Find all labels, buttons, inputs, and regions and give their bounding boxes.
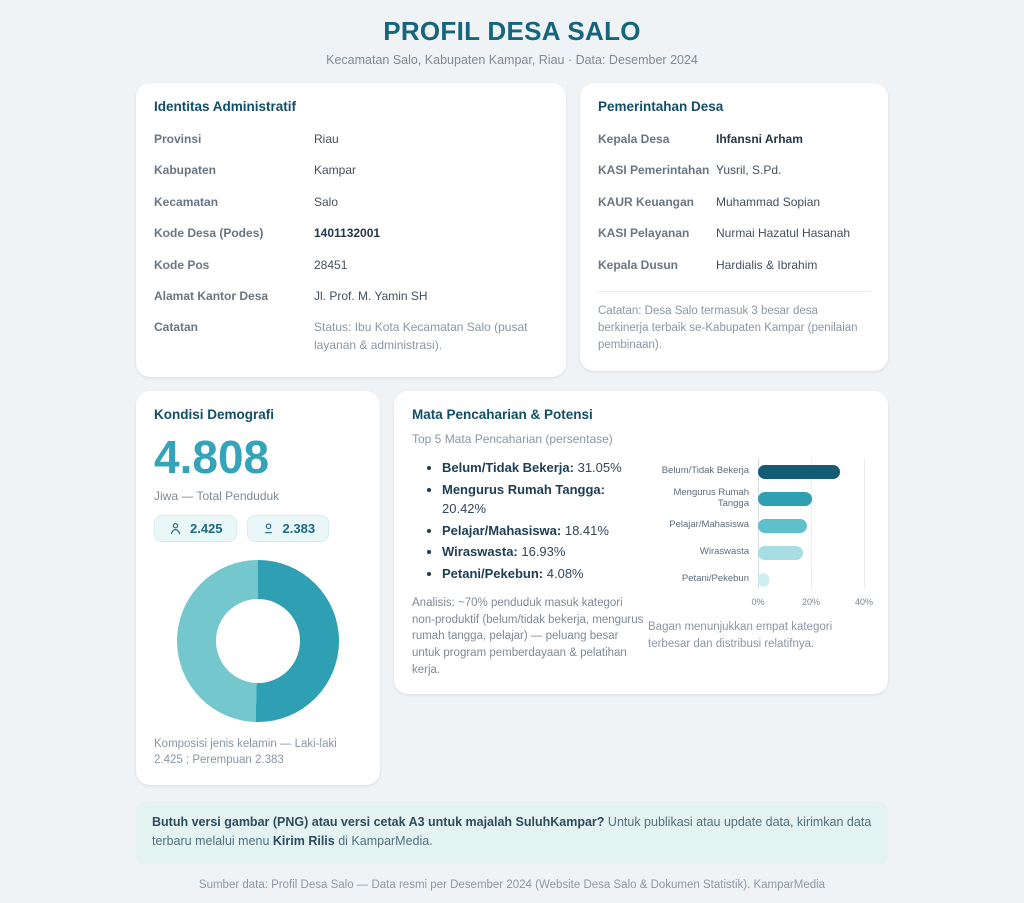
info-row bbox=[154, 155, 548, 186]
info-label: Kecamatan bbox=[154, 194, 219, 209]
analysis-text: Analisis: ~70% penduduk masuk kategori non-produktif (belum/tidak bekerja, mengurus rumah tangga, pelajar) — peluang besar untuk program pemberdayaan & pelatihan kerja. bbox=[412, 597, 644, 676]
page-footer: Sumber data: Profil Desa Salo — Data resmi per Desember 2024 (Website Desa Salo & Dokumen Statistik). KamparMedia bbox=[198, 878, 826, 891]
gender-donut-chart bbox=[177, 560, 339, 722]
info-row bbox=[598, 250, 870, 281]
card-pemerintahan-desa bbox=[580, 83, 888, 371]
female-count-badge bbox=[247, 515, 330, 542]
notice-menu-name: Kirim Rilis bbox=[272, 834, 335, 849]
card-mata-pencaharian bbox=[394, 391, 888, 694]
bar bbox=[758, 465, 840, 479]
info-value: Riau bbox=[314, 132, 339, 146]
info-value: Yusril, S.Pd. bbox=[716, 163, 782, 178]
info-value: 28451 bbox=[314, 257, 348, 272]
page-subtitle: Kecamatan Salo, Kabupaten Kampar, Riau · Data: Desember 2024 bbox=[326, 53, 698, 67]
card-title: Mata Pencaharian & Potensi bbox=[412, 407, 593, 423]
female-icon bbox=[261, 521, 276, 536]
info-row bbox=[154, 250, 548, 281]
gender-badges bbox=[154, 515, 362, 542]
info-label: Kabupaten bbox=[154, 163, 217, 178]
axis-tick: 0% bbox=[751, 597, 765, 608]
male-icon bbox=[168, 521, 183, 536]
info-row bbox=[598, 124, 870, 155]
info-label: Provinsi bbox=[154, 132, 202, 146]
female-count: 2.383 bbox=[282, 520, 316, 536]
info-value: Muhammad Sopian bbox=[716, 194, 821, 209]
info-label: Alamat Kantor Desa bbox=[154, 288, 269, 303]
occupation-item: • Wiraswasta: 16.93% bbox=[442, 542, 648, 562]
info-row bbox=[154, 124, 548, 155]
chart-subtitle: Top 5 Mata Pencaharian (persentase) bbox=[412, 432, 613, 447]
bar-row bbox=[648, 458, 870, 485]
notice-banner bbox=[136, 801, 888, 864]
info-value: Hardialis & Ibrahim bbox=[716, 257, 818, 272]
info-value: Jl. Prof. M. Yamin SH bbox=[314, 288, 428, 303]
info-row bbox=[598, 187, 870, 218]
card-title: Kondisi Demografi bbox=[154, 407, 275, 423]
axis-tick: 20% bbox=[801, 597, 821, 608]
bar bbox=[758, 546, 803, 560]
info-value: Nurmai Hazatul Hasanah bbox=[716, 226, 851, 241]
info-label: Kepala Desa bbox=[598, 132, 670, 146]
pemerintahan-note: Catatan: Desa Salo termasuk 3 besar desa berkinerja terbaik se-Kabupaten Kampar (penilaian pembinaan). bbox=[598, 291, 870, 355]
bar-row bbox=[648, 485, 870, 512]
chart-x-axis bbox=[751, 593, 874, 609]
info-value: Salo bbox=[314, 194, 339, 209]
info-label: KASI Pemerintahan bbox=[598, 163, 710, 178]
occupation-list bbox=[442, 458, 648, 583]
card-title: Identitas Administratif bbox=[154, 99, 297, 114]
occupation-item: • Belum/Tidak Bekerja: 31.05% bbox=[442, 458, 648, 478]
card-identitas-administratif bbox=[136, 83, 566, 377]
info-value: 1401132001 bbox=[314, 226, 381, 241]
occupation-bar-chart bbox=[648, 454, 874, 609]
info-value: Status: Ibu Kota Kecamatan Salo (pusat layanan & administrasi). bbox=[314, 320, 528, 352]
occupation-item: • Petani/Pekebun: 4.08% bbox=[442, 564, 648, 584]
info-label: Kode Pos bbox=[154, 257, 210, 272]
card-kondisi-demografi bbox=[136, 391, 380, 785]
info-row bbox=[154, 312, 548, 361]
page-header bbox=[136, 16, 888, 67]
bar bbox=[758, 573, 769, 587]
notice-text: Untuk publikasi atau update data, kirimkan data terbaru melalui menu bbox=[152, 815, 872, 849]
notice-question: Butuh versi gambar (PNG) atau versi cetak A3 untuk majalah SuluhKampar? bbox=[152, 815, 605, 830]
occupation-item: • Mengurus Rumah Tangga: 20.42% bbox=[442, 480, 648, 519]
bar-row bbox=[648, 566, 870, 593]
total-population-label: Jiwa — Total Penduduk bbox=[154, 488, 280, 503]
info-label: KASI Pelayanan bbox=[598, 226, 690, 241]
info-row bbox=[154, 281, 548, 312]
bar-label: Wiraswasta bbox=[699, 546, 749, 558]
info-label: Kode Desa (Podes) bbox=[154, 226, 264, 241]
info-row bbox=[154, 218, 548, 249]
male-count: 2.425 bbox=[190, 520, 223, 536]
bar-row bbox=[648, 512, 870, 539]
info-value: Kampar bbox=[314, 163, 357, 178]
info-row bbox=[598, 218, 870, 249]
pemerintahan-rows bbox=[598, 124, 870, 281]
axis-tick: 40% bbox=[854, 597, 874, 608]
info-row bbox=[154, 187, 548, 218]
total-population: 4.808 bbox=[154, 431, 270, 484]
card-title: Pemerintahan Desa bbox=[598, 99, 724, 114]
page bbox=[136, 0, 888, 903]
bar-row bbox=[648, 539, 870, 566]
donut-caption: Komposisi jenis kelamin — Laki-laki 2.425 ; Perempuan 2.383 bbox=[154, 737, 337, 767]
bar-chart-caption: Bagan menunjukkan empat kategori terbesar dan distribusi relatifnya. bbox=[648, 621, 833, 650]
occupation-item: • Pelajar/Mahasiswa: 18.41% bbox=[442, 521, 648, 541]
info-label: Catatan bbox=[154, 320, 199, 335]
page-title: PROFIL DESA SALO bbox=[383, 16, 641, 46]
info-label: Kepala Dusun bbox=[598, 257, 679, 272]
bar-label: Belum/Tidak Bekerja bbox=[661, 465, 749, 477]
male-count-badge bbox=[154, 515, 237, 542]
identitas-rows bbox=[154, 124, 548, 361]
info-label: KAUR Keuangan bbox=[598, 194, 695, 209]
info-row bbox=[598, 155, 870, 186]
bar-label: Petani/Pekebun bbox=[681, 573, 749, 585]
bar bbox=[758, 492, 812, 506]
bar bbox=[758, 519, 807, 533]
bar-label: Mengurus Rumah Tangga bbox=[673, 487, 749, 509]
info-value: Ihfansni Arham bbox=[716, 132, 803, 146]
notice-text-end: di KamparMedia. bbox=[334, 834, 433, 849]
bar-label: Pelajar/Mahasiswa bbox=[669, 519, 749, 531]
